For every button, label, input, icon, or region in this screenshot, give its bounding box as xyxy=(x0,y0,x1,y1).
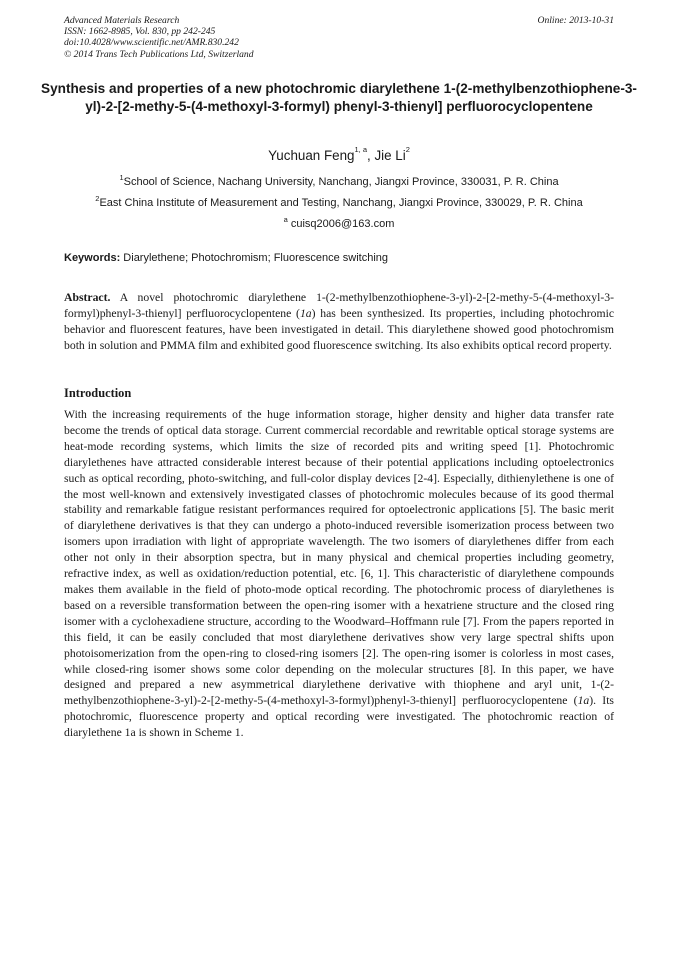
paper-title: Synthesis and properties of a new photochromic diarylethene 1-(2-methylbenzothiophene-3-yl)-2-[2-methy-5-(4-methoxyl-3-formyl) phenyl-3-thienyl] perfluorocyclopentene xyxy=(41,81,637,114)
abstract xyxy=(64,290,614,354)
author-separator: , xyxy=(367,148,375,163)
author-line xyxy=(0,145,678,163)
affiliation-text: School of Science, Nachang University, Nanchang, Jiangxi Province, 330031, P. R. China xyxy=(123,176,559,188)
keywords xyxy=(64,252,388,264)
intro-text: With the increasing requirements of the huge information storage, higher density and higher data transfer rate become the trends of optical data storage. Current commercial recordable and rewritable optical storage systems are heat-mode recording systems, which limits the size of recorded pits and writing speed [1]. Photochromic diarylethenes have attracted considerable interest because of their potential applications including optoelectronics such as optical recording, photo-switching, and full-color display devices [2-4]. Especially, dithienylethene is one of the most well-known and extensively investigated classes of photochromic molecules because of its good thermal stability and remarkable fatigue resistant performances required for optoelectronic applications [5]. The basic merit of diarylethene derivatives is that they can undergo a photo-induced reversible isomerization process between two isomers upon irradiation with light of appropriate wavelength. The two isomers of diarylethenes differ from each other not only in their absorption spectra, but in many physical and chemical properties including geometry, refractive index, as well as oxidation/reduction potential, etc. [6, 1]. This characteristic of diarylethene compounds makes them available in the field of photo-mode optical recording. The photochromic process of diarylethenes is based on a reversible transformation between the open-ring isomer with a hexatriene structure and the closed ring isomer with a cyclohexadiene structure, according to the Woodward–Hoffmann rule [7]. From the papers reported in this field, it can be easily concluded that most diarylethene derivatives show very large spectral shifts upon photoisomerization from the open-ring to closed-ring isomers [2]. The open-ring isomer is colorless in most cases, while closed-ring isomer shows some color depending on the molecular structures [8]. In this paper, we have designed and prepared a new asymmetrical diarylethene derivative with thiophene and aryl unit, 1-(2-methylbenzothiophene-3-yl)-2-[2-methy-5-(4-methoxyl-3-formyl)phenyl-3-thienyl] perfluorocyclopentene ( xyxy=(64,408,614,708)
affiliation-text: East China Institute of Measurement and Testing, Nanchang, Jiangxi Province, 330029, P. R. China xyxy=(99,197,583,209)
journal-name: Advanced Materials Research xyxy=(64,15,180,26)
section-heading: Introduction xyxy=(64,386,132,400)
email-address: cuisq2006@163.com xyxy=(287,218,395,230)
author-superscript: 2 xyxy=(405,145,410,154)
intro-text: ). Its photochromic, fluorescence property and optical recording were investigated. The photochromic reaction of diarylethene 1a is shown in Scheme 1. xyxy=(64,694,614,740)
keywords-label: Keywords: xyxy=(64,252,121,264)
affiliation-2 xyxy=(0,194,678,209)
online-date: Online: 2013-10-31 xyxy=(537,15,614,26)
abstract-text: A novel photochromic diarylethene 1-(2-methylbenzothiophene-3-yl)-2-[2-methy-5-(4-methoxyl-3-formyl)phenyl-3-thienyl] perfluorocyclopentene ( xyxy=(64,291,614,320)
introduction-body xyxy=(64,407,614,741)
abstract-label: Abstract. xyxy=(64,291,111,304)
doi-line: doi:10.4028/www.scientific.net/AMR.830.242 xyxy=(64,37,239,49)
email-superscript: a xyxy=(283,215,288,224)
email-line xyxy=(0,215,678,230)
affiliation-superscript: 1 xyxy=(119,173,124,182)
abstract-text: ) has been synthesized. Its properties, including photochromic behavior and fluorescent features, have been investigated in detail. This diarylethene showed good photochromism both in solution and PMMA film and exhibited good fluorescence switching. Its also exhibits optical record property. xyxy=(64,306,614,352)
keywords-text: Diarylethene; Photochromism; Fluorescence switching xyxy=(120,252,389,264)
journal-header xyxy=(64,15,614,60)
issn-line: ISSN: 1662-8985, Vol. 830, pp 242-245 xyxy=(64,26,216,38)
author-superscript: 1, a xyxy=(354,145,367,154)
compound-label: 1a xyxy=(577,694,590,708)
author-name: Yuchuan Feng xyxy=(268,148,355,163)
affiliation-1 xyxy=(0,173,678,188)
affiliation-superscript: 2 xyxy=(95,194,100,203)
copyright-line: © 2014 Trans Tech Publications Ltd, Switzerland xyxy=(64,48,254,60)
compound-label: 1a xyxy=(299,306,312,320)
author-name: Jie Li xyxy=(374,148,406,163)
